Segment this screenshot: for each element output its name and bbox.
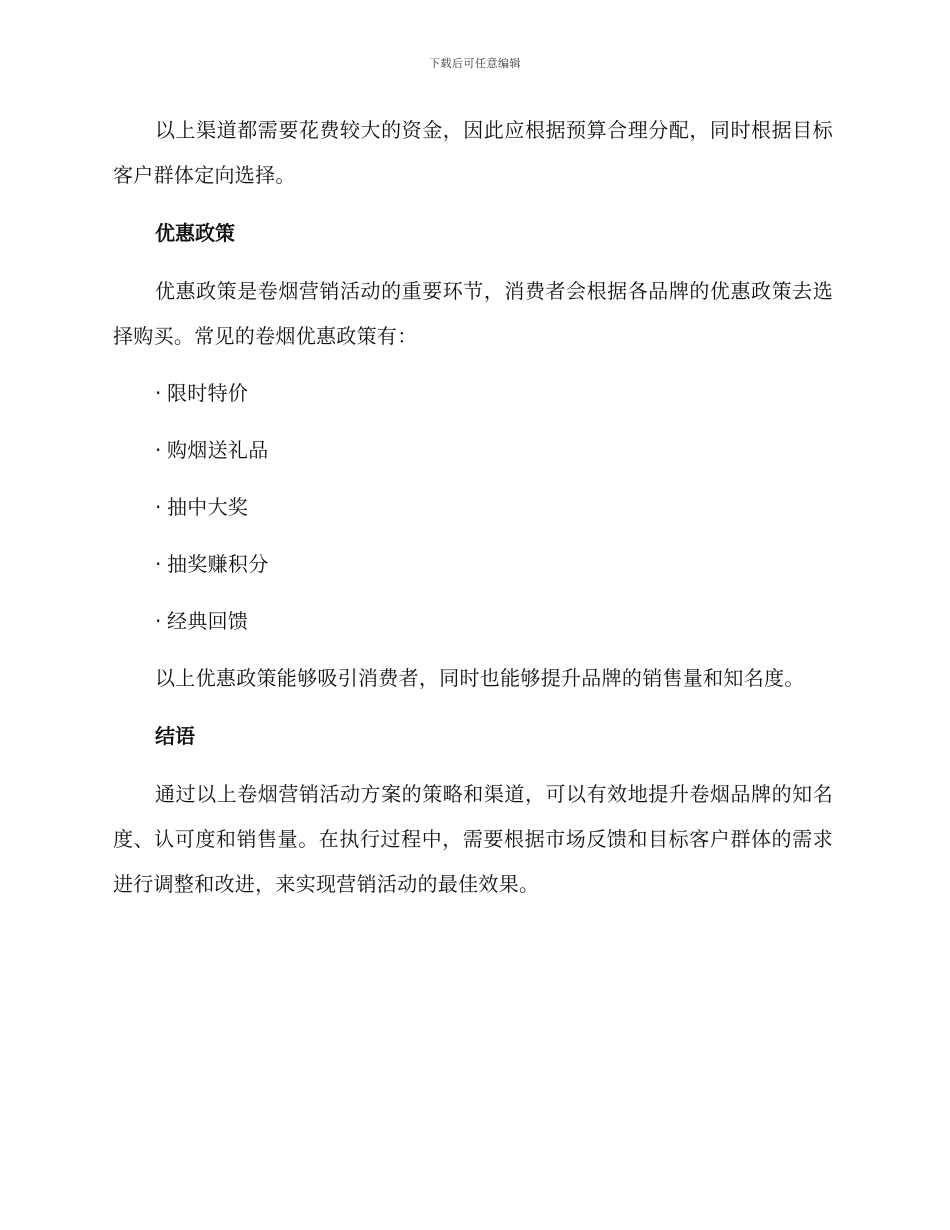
- list-item: [155, 371, 833, 416]
- list-item: [155, 599, 833, 644]
- promo-intro-paragraph: 优惠政策是卷烟营销活动的重要环节，消费者会根据各品牌的优惠政策去选择购买。常见的卷烟优惠政策有：: [113, 279, 833, 348]
- list-item-label: 抽中大奖: [167, 495, 249, 519]
- bullet-icon: ·: [155, 381, 162, 405]
- list-item-label: 抽奖赚积分: [167, 552, 269, 576]
- list-item: [155, 428, 833, 473]
- bullet-icon: ·: [155, 552, 162, 576]
- list-item: [155, 485, 833, 530]
- conclusion-paragraph: 通过以上卷烟营销活动方案的策略和渠道，可以有效地提升卷烟品牌的知名度、认可度和销售量。在执行过程中，需要根据市场反馈和目标客户群体的需求进行调整和改进，来实现营销活动的最佳效果。: [113, 782, 833, 896]
- bullet-icon: ·: [155, 495, 162, 519]
- header-note: 下载后可任意编辑: [429, 57, 521, 70]
- bullet-icon: ·: [155, 438, 162, 462]
- promo-summary-paragraph: 以上优惠政策能够吸引消费者，同时也能够提升品牌的销售量和知名度。: [155, 666, 805, 690]
- promo-list: [113, 371, 833, 644]
- document-body: [113, 108, 833, 907]
- list-item-label: 经典回馈: [167, 609, 249, 633]
- channels-paragraph: 以上渠道都需要花费较大的资金，因此应根据预算合理分配，同时根据目标客户群体定向选择。: [113, 118, 833, 187]
- list-item-label: 购烟送礼品: [167, 438, 269, 462]
- section-heading-promo: 优惠政策: [155, 221, 235, 245]
- list-item: [155, 542, 833, 587]
- section-heading-conclusion: 结语: [155, 724, 195, 748]
- list-item-label: 限时特价: [167, 381, 249, 405]
- bullet-icon: ·: [155, 609, 162, 633]
